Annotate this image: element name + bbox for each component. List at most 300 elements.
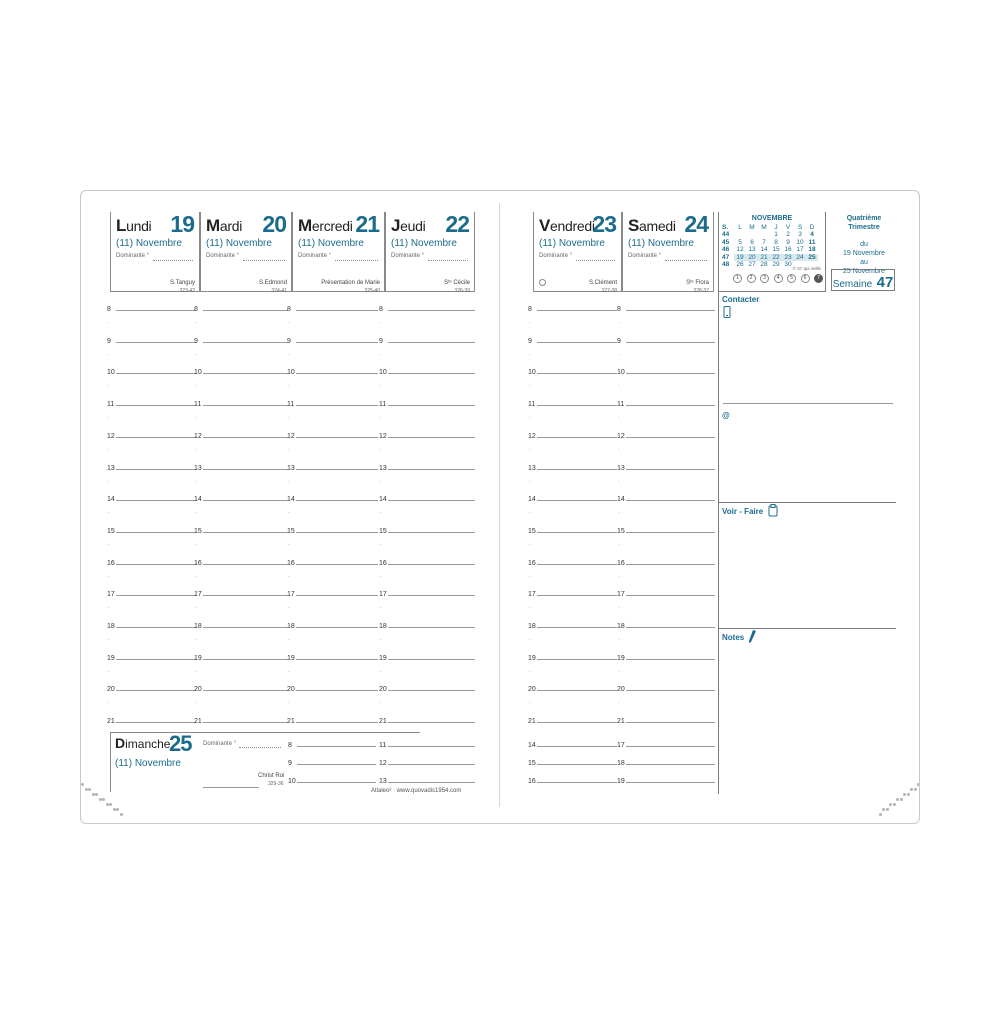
coil-dot [889,803,892,806]
hour-row[interactable] [107,335,196,345]
hour-label: 15 [617,527,625,535]
hour-row[interactable] [107,493,196,503]
calendar-header: S. [722,224,729,231]
hour-label: 9 [379,337,383,345]
day-saint: Sᵗᵉ Cécile [444,280,470,286]
hour-line [296,659,378,660]
hour-row[interactable] [107,715,196,725]
half-hour-tick: - [380,605,382,612]
day-header-24 [622,212,714,292]
coil-dot [81,783,84,786]
hour-label: 18 [287,623,295,630]
hour-row[interactable] [379,462,475,472]
hour-row[interactable] [194,588,288,598]
calendar-day: 47 [722,253,730,261]
hour-row[interactable] [528,303,617,313]
hour-row[interactable] [528,398,617,408]
hour-row[interactable] [107,557,196,567]
hour-line [626,437,715,438]
quarter-du: du [860,241,868,248]
hour-line [297,764,376,765]
half-hour-tick: - [529,446,531,453]
hour-row[interactable] [107,398,196,408]
hour-row[interactable] [287,430,378,440]
hour-line [203,722,288,723]
hour-row[interactable] [107,620,196,630]
calendar-day: 30 [784,261,792,269]
coil-dot [910,788,913,791]
spiral-right [875,783,920,817]
calendar-dot: 6 [801,274,810,283]
day-dominante: Dominante ° [116,253,150,259]
hour-row[interactable] [379,715,475,725]
calendar-header: M [749,224,755,231]
hour-row[interactable] [528,588,617,598]
hour-row[interactable] [528,493,617,503]
hour-row[interactable] [194,683,288,693]
hour-line [296,532,378,533]
hour-row[interactable] [287,525,378,535]
hour-line [537,310,617,311]
half-hour-tick: - [618,700,620,707]
coil-dot [896,798,899,801]
calendar-day: 24 [794,254,806,261]
hour-row[interactable] [194,493,288,503]
half-hour-tick: - [288,320,290,326]
day-header-22 [385,212,475,292]
hour-line [203,595,288,596]
hour-label: 20 [194,686,202,694]
hour-row[interactable] [287,683,378,693]
hour-row[interactable] [528,683,617,693]
hour-label: 14 [194,496,202,504]
half-hour-tick: - [108,573,110,580]
hour-row[interactable] [617,620,715,630]
hour-row[interactable] [617,683,715,693]
day-dominante: Dominante ° [298,253,332,259]
sunday-saint-line [203,787,259,788]
hour-row[interactable] [287,493,378,503]
hour-line [296,595,378,596]
calendar-day: 7 [762,238,766,246]
hour-label: 9 [107,337,111,345]
hour-row[interactable] [107,588,196,598]
half-hour-tick: - [195,700,197,707]
hour-row[interactable] [194,430,288,440]
hour-row[interactable] [379,620,475,630]
half-hour-tick: - [108,510,110,517]
calendar-day: 22 [770,254,782,261]
hour-row[interactable] [287,620,378,630]
hour-label: 21 [107,718,115,726]
hour-row[interactable] [617,335,715,345]
half-hour-tick: - [288,541,290,548]
hour-line [116,310,196,311]
hour-line [537,469,617,470]
half-hour-tick: - [195,383,197,390]
hour-row[interactable] [288,775,376,785]
hour-line [116,532,196,533]
hour-label: 14 [107,496,115,504]
hour-label: 9 [617,337,621,345]
hour-label: 17 [194,591,202,599]
day-code: 325-40 [364,288,380,294]
hour-row[interactable] [528,462,617,472]
hour-label: 11 [194,401,202,409]
hour-row[interactable] [617,493,715,503]
hour-line [388,746,475,747]
hour-line [626,746,715,747]
hour-label: 16 [287,559,295,567]
hour-row[interactable] [617,398,715,408]
hour-row[interactable] [528,525,617,535]
calendar-dot: 5 [787,274,796,283]
hour-label: 17 [287,591,295,599]
hour-row[interactable] [107,525,196,535]
hour-line [626,764,715,765]
calendar-header: V [785,224,791,231]
hour-row[interactable] [194,715,288,725]
hour-row[interactable] [379,683,475,693]
hour-row[interactable] [287,462,378,472]
calendar-header: S [797,224,803,231]
hour-line [388,690,475,691]
hour-row[interactable] [379,366,475,376]
half-hour-tick: - [195,541,197,548]
hour-row[interactable] [617,775,715,785]
hour-row[interactable] [528,366,617,376]
hour-row[interactable] [287,398,378,408]
hour-label: 14 [528,742,536,749]
hour-row[interactable] [617,366,715,376]
hour-row[interactable] [379,588,475,598]
calendar-day: 4 [810,231,814,239]
hour-row[interactable] [107,652,196,662]
hour-line [296,690,378,691]
hour-row[interactable] [379,303,475,313]
day-code: 326-39 [454,288,470,294]
hour-row[interactable] [617,652,715,662]
hour-line [203,659,288,660]
hour-row[interactable] [379,398,475,408]
hour-label: 21 [379,718,387,726]
coil-dot [893,803,896,806]
hour-line [116,595,196,596]
dominante-line [428,260,468,261]
hour-label: 12 [287,432,295,440]
hour-label: 13 [107,464,115,472]
half-hour-tick: - [618,573,620,580]
hour-line [537,342,617,343]
hour-row[interactable] [379,430,475,440]
coil-dot [120,813,123,816]
hour-row[interactable] [379,557,475,567]
hour-row[interactable] [107,366,196,376]
hour-row[interactable] [617,430,715,440]
half-hour-tick: - [288,573,290,580]
hour-label: 16 [528,559,536,567]
hour-line [203,469,288,470]
coil-dot [903,793,906,796]
hour-row[interactable] [287,303,378,313]
hour-row[interactable] [287,652,378,662]
half-hour-tick: - [288,478,290,485]
calendar-header: M [761,224,767,231]
hour-row[interactable] [617,715,715,725]
hour-line [388,500,475,501]
hour-row[interactable] [379,652,475,662]
day-name: Mardi [206,216,243,235]
hour-row[interactable] [194,335,288,345]
calendar-day [758,231,770,238]
hour-row[interactable] [288,757,376,767]
hour-label: 19 [528,654,536,662]
half-hour-tick: - [618,351,620,358]
half-hour-tick: - [618,637,620,643]
hour-row[interactable] [617,303,715,313]
hour-label: 15 [194,527,202,535]
calendar-day: 8 [774,238,778,246]
hour-line [626,722,715,723]
hour-row[interactable] [528,430,617,440]
half-hour-tick: - [380,700,382,707]
hour-row[interactable] [288,739,376,749]
half-hour-tick: - [380,573,382,580]
calendar-day [734,231,746,238]
hour-line [388,469,475,470]
hour-line [296,564,378,565]
hour-row[interactable] [617,557,715,567]
half-hour-tick: - [380,415,382,422]
half-hour-tick: - [108,320,110,326]
hour-row[interactable] [287,366,378,376]
day-code: 328-37 [693,288,709,294]
calendar-day: 9 [786,238,790,246]
coil-dot [900,798,903,801]
hour-label: 17 [617,742,625,749]
calendar-note: © 57 qui veille [792,266,821,271]
hour-row[interactable] [107,430,196,440]
calendar-day: 29 [772,261,780,269]
hour-row[interactable] [379,775,475,785]
half-hour-tick: - [288,668,290,675]
coil-dot [886,808,889,811]
footer-credit: Atlaleo² · www.quovadis1954.com [371,788,462,794]
calendar-dots [733,274,823,283]
hour-row[interactable] [528,757,617,767]
coil-dot [102,798,105,801]
calendar-header: D [809,224,815,231]
day-name: Samedi [628,216,676,235]
hour-label: 17 [107,591,115,599]
hour-row[interactable] [379,757,475,767]
half-hour-tick: - [618,668,620,675]
half-hour-tick: - [618,415,620,422]
hour-row[interactable] [287,715,378,725]
half-hour-tick: - [618,478,620,485]
hour-label: 8 [617,306,621,313]
hour-row[interactable] [379,525,475,535]
week-number: 47 [876,274,894,291]
quarter-title: Quatrième Trimestre [846,215,882,231]
hour-line [296,469,378,470]
hour-row[interactable] [617,588,715,598]
page-spine [499,203,500,807]
half-hour-tick: - [108,637,110,643]
hour-line [388,764,475,765]
hour-label: 8 [379,306,383,313]
calendar-day: 5 [738,238,742,246]
hour-line [537,690,617,691]
calendar-day: 15 [772,246,780,254]
hour-row[interactable] [287,335,378,345]
hour-row[interactable] [528,557,617,567]
hour-label: 19 [617,654,625,662]
hour-line [116,373,196,374]
hour-label: 20 [617,686,625,694]
hour-line [296,722,378,723]
day-month: (11) Novembre [391,238,457,249]
calendar-day: 11 [808,238,816,246]
half-hour-tick: - [195,446,197,453]
half-hour-tick: - [288,415,290,422]
hour-row[interactable] [107,462,196,472]
hour-label: 21 [287,718,295,726]
hour-row[interactable] [194,652,288,662]
hour-row[interactable] [617,739,715,749]
hour-row[interactable] [617,462,715,472]
hour-row[interactable] [528,620,617,630]
todo-bottom-line [718,628,896,629]
half-hour-tick: - [108,446,110,453]
day-dominante: Dominante ° [206,253,240,259]
calendar-day: 2 [786,231,790,239]
hour-row[interactable] [617,525,715,535]
half-hour-tick: - [380,478,382,485]
hour-label: 16 [617,559,625,567]
hour-label: 13 [528,464,536,472]
day-month: (11) Novembre [628,238,694,249]
half-hour-tick: - [195,320,197,326]
hour-label: 13 [617,464,625,472]
hour-row[interactable] [287,588,378,598]
hour-row[interactable] [194,525,288,535]
hour-row[interactable] [194,398,288,408]
hour-label: 15 [287,527,295,535]
day-dominante: Dominante ° [539,253,573,259]
hour-row[interactable] [528,652,617,662]
hour-row[interactable] [107,683,196,693]
half-hour-tick: - [195,415,197,422]
half-hour-tick: - [380,383,382,390]
hour-line [537,722,617,723]
calendar-day: 18 [808,246,816,254]
day-dominante: Dominante ° [391,253,425,259]
half-hour-tick: - [618,383,620,390]
hour-row[interactable] [528,775,617,785]
hour-label: 10 [107,369,115,377]
half-hour-tick: - [195,637,197,643]
hour-label: 8 [287,306,291,313]
hour-row[interactable] [287,557,378,567]
hour-row[interactable] [528,335,617,345]
coil-dot [882,808,885,811]
hour-label: 10 [287,369,295,377]
hour-line [296,627,378,628]
hour-label: 11 [287,401,295,409]
day-number: 22 [445,211,469,237]
half-hour-tick: - [195,351,197,358]
hour-line [203,500,288,501]
calendar-day: 44 [722,231,730,239]
half-hour-tick: - [108,351,110,358]
hour-line [626,405,715,406]
hour-row[interactable] [194,557,288,567]
hour-line [388,627,475,628]
day-saint: S.Edmond [258,280,287,286]
day-name: Jeudi [391,216,426,235]
day-code: 327-38 [601,288,617,294]
calendar-dot: 3 [760,274,769,283]
quarter-from: 19 Novembre [842,250,886,257]
half-hour-tick: - [288,700,290,707]
hour-line [537,564,617,565]
hour-line [116,405,196,406]
hour-row[interactable] [194,462,288,472]
notes-label: Notes [722,633,745,642]
hour-line [388,659,475,660]
hour-row[interactable] [194,366,288,376]
hour-label: 12 [379,760,387,767]
half-hour-tick: - [618,510,620,517]
calendar-day: 46 [722,246,730,254]
pencil-icon [748,630,756,644]
phone-icon [723,306,731,318]
dominante-line [335,260,378,261]
half-hour-tick: - [618,541,620,548]
hour-label: 13 [379,464,387,472]
hour-row[interactable] [528,739,617,749]
hour-line [537,500,617,501]
hour-label: 19 [194,654,202,662]
hour-label: 8 [288,742,292,749]
day-name: Mercredi [298,216,353,235]
sunday-saint: Christ Roi [258,773,285,779]
hour-line [388,373,475,374]
hour-line [388,782,475,783]
hour-row[interactable] [617,757,715,767]
hour-row[interactable] [379,493,475,503]
half-hour-tick: - [529,478,531,485]
dominante-line [243,260,285,261]
hour-row[interactable] [194,303,288,313]
hour-row[interactable] [528,715,617,725]
hour-row[interactable] [107,303,196,313]
hour-line [626,627,715,628]
contact-divider [723,403,893,404]
hour-row[interactable] [379,739,475,749]
half-hour-tick: - [380,446,382,453]
hour-row[interactable] [379,335,475,345]
hour-line [116,564,196,565]
hour-line [537,437,617,438]
hour-label: 19 [287,654,295,662]
hour-label: 11 [379,401,387,409]
hour-row[interactable] [194,620,288,630]
calendar-day: 23 [782,254,794,261]
hour-line [116,437,196,438]
planner-spread [80,190,920,824]
